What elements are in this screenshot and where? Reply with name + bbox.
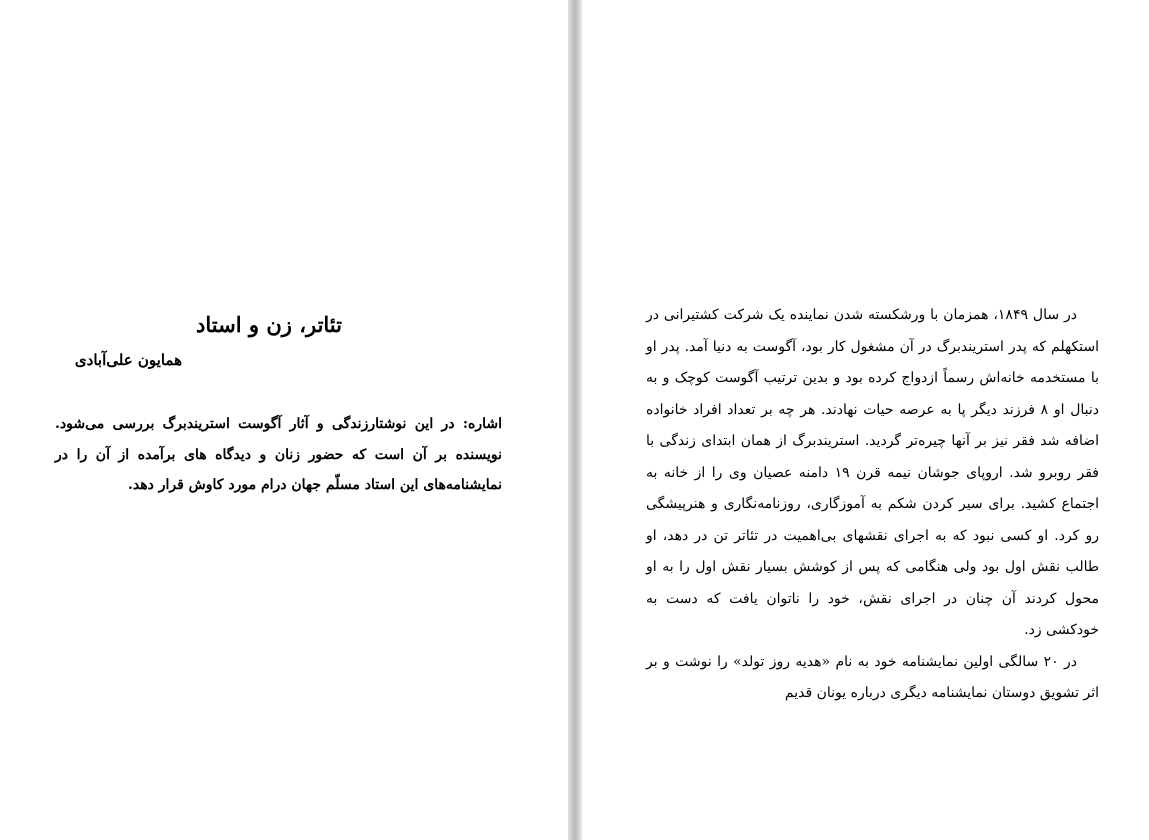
article-abstract: اشاره: در این نوشتارزندگی و آثار آگوست استریندبرگ بررسی می‌شود. نویسنده بر آن است که حضور زنان و دیدگاه های برآمده از آن را در نمایشنامه‌های این استاد مسلّم جهان درام مورد کاوش قرار دهد.	[55, 416, 502, 493]
article-title: تئاتر، زن و استاد	[196, 312, 342, 337]
body-paragraph: در ۲۰ سالگی اولین نمایشنامه خود به نام «هدیه روز تولد» را نوشت و بر اثر تشویق دوستان نمایشنامه دیگری درباره یونان قدیم	[646, 653, 1099, 701]
body-text	[646, 300, 1099, 710]
author-name: همایون علی‌آبادی	[74, 351, 182, 369]
body-paragraph: در سال ۱۸۴۹، همزمان با ورشکسته شدن نماینده یک شرکت کشتیرانی در استکهلم که پدر استریندبرگ در آن مشغول کار بود، آگوست به دنیا آمد. پدر او با مستخدمه خانه‌اش رسماً ازدواج کرده بود و بدین ترتیب آگوست کوچک و به دنبال او ۸ فرزند دیگر پا به عرصه حیات نهادند. هر چه بر تعداد افراد خانواده اضافه شد فقر نیز بر آنها چیره‌تر گردید. استریندبرگ از همان ابتدای زندگی با فقر روبرو شد. اروپای جوشان نیمه قرن ۱۹ دامنه عصیان وی را از خانه به اجتماع کشید. برای سیر کردن شکم به آموزگاری، روزنامه‌نگاری و هنرپیشگی رو کرد. او کسی نبود که به اجرای نقشهای بی‌اهمیت در تئاتر تن در دهد، او طالب نقش اول بود ولی هنگامی که پس از کوشش بسیار نقش اول را به او محول کردند آن چنان در اجرای نقش، خود را ناتوان یافت که دست به خودکشی زد.	[646, 307, 1100, 638]
right-page	[582, 0, 1149, 840]
book-gutter	[568, 0, 582, 840]
left-page	[0, 0, 568, 840]
